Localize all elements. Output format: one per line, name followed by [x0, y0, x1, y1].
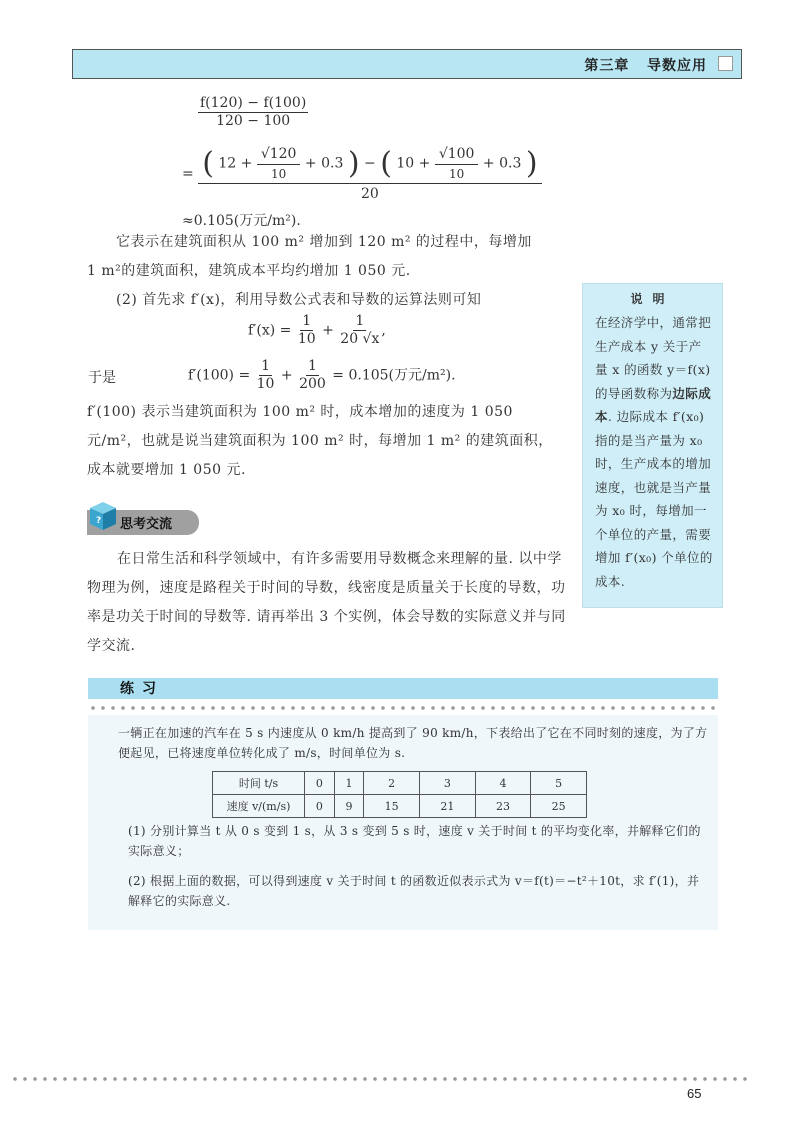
- paragraph-meaning-line1: 它表示在建筑面积从 100 m² 增加到 120 m² 的过程中，每增加: [116, 234, 532, 250]
- expanded-denominator: 20: [360, 186, 379, 202]
- f100-den10: 10: [256, 375, 275, 392]
- so-label: 于是: [88, 370, 116, 386]
- table-cell: 0: [305, 795, 335, 818]
- table-row-label-time: 时间 t/s: [213, 772, 305, 795]
- term-03b: + 0.3: [482, 155, 522, 172]
- table-cell: 2: [364, 772, 420, 795]
- f100-num2: 1: [308, 358, 317, 374]
- term-12: 12 +: [218, 155, 253, 172]
- paragraph-part2: (2) 首先求 f′(x)，利用导数公式表和导数的运算法则可知: [116, 292, 482, 308]
- table-cell: 21: [420, 795, 476, 818]
- sidebar-title: 说明: [630, 292, 675, 306]
- speed-table: [212, 771, 587, 818]
- f100-den200: 200: [299, 375, 326, 392]
- avg-rate-numerator: f(120) − f(100): [200, 95, 307, 111]
- den-10b: 10: [449, 167, 465, 181]
- cube-icon: [88, 500, 118, 532]
- equals-sign: =: [182, 166, 194, 182]
- sidebar-bold-term: 边际成本: [595, 385, 712, 424]
- exercise-intro: 一辆正在加速的汽车在 5 s 内速度从 0 km/h 提高到了 90 km/h，下表给出了它在不同时刻的速度，为了方便起见，已将速度单位转化成了 m/s，时间单位为 s.: [118, 726, 708, 760]
- table-cell: 0: [305, 772, 335, 795]
- deriv-den10: 10: [297, 330, 316, 347]
- table-cell: 9: [334, 795, 364, 818]
- avg-rate-fraction: [198, 95, 308, 130]
- minus-sign: −: [364, 155, 376, 172]
- den-10a: 10: [271, 167, 287, 181]
- table-cell: 4: [475, 772, 531, 795]
- table-cell: 1: [334, 772, 364, 795]
- term-03a: + 0.3: [304, 155, 344, 172]
- deriv-comma: ,: [381, 322, 386, 339]
- deriv-den-sqrt: 20 √x: [340, 330, 380, 347]
- sidebar-text-b: . 边际成本 f′(x₀) 指的是当产量为 x₀ 时，生产成本的增加速度，也就是当产量为 x₀ 时，每增加一个单位的产量，需要增加 f′(x₀) 个单位的成本.: [595, 409, 713, 589]
- deriv-plus: +: [322, 322, 334, 339]
- paren-open-b: (: [380, 146, 392, 181]
- f100-num1: 1: [261, 358, 271, 374]
- derivative-formula: [248, 313, 386, 348]
- chapter-name: 导数应用: [647, 58, 707, 74]
- table-cell: 5: [531, 772, 587, 795]
- deriv-num2: 1: [355, 313, 365, 329]
- paragraph-marginal: f′(100) 表示当建筑面积为 100 m² 时，成本增加的速度为 1 050 元/m²，也就是说当建筑面积为 100 m² 时，每增加 1 m² 的建筑面积，成本就要增加 1 050 元.: [87, 404, 553, 478]
- svg-text:?: ?: [96, 516, 102, 526]
- table-cell: 25: [531, 795, 587, 818]
- expanded-fraction: [182, 146, 542, 202]
- table-row: [213, 795, 587, 818]
- header-square-decoration: [718, 56, 733, 71]
- table-cell: 3: [420, 772, 476, 795]
- table-row-label-speed: 速度 v/(m/s): [213, 795, 305, 818]
- f100-formula: [188, 358, 456, 393]
- table-cell: 15: [364, 795, 420, 818]
- sidebar-text-a: 在经济学中，通常把生产成本 y 关于产量 x 的函数 y＝f(x) 的导函数称为: [595, 315, 712, 401]
- sidebar-text: [583, 307, 722, 593]
- f100-plus: +: [280, 367, 293, 384]
- approx-result: ≈0.105(万元/m²).: [182, 213, 301, 229]
- f100-lhs: f′(100) =: [188, 367, 251, 384]
- paren-open: (: [202, 146, 214, 181]
- exercise-question-2: (2) 根据上面的数据，可以得到速度 v 关于时间 t 的函数近似表示式为 v＝f(t)＝−t²＋10t，求 f′(1)，并解释它的实际意义.: [128, 874, 700, 908]
- think-discuss-label: 思考交流: [120, 517, 173, 532]
- dotted-divider: [88, 705, 718, 711]
- avg-rate-denominator: 120 − 100: [216, 112, 291, 129]
- chapter-title: [584, 55, 707, 75]
- exercise-question-1: (1) 分别计算当 t 从 0 s 变到 1 s，从 3 s 变到 5 s 时，速度 v 关于时间 t 的平均变化率，并解释它们的实际意义；: [128, 824, 701, 858]
- f100-rhs: = 0.105(万元/m²).: [332, 367, 456, 384]
- exercise-title: 练习: [120, 681, 164, 697]
- term-10: 10 +: [396, 155, 431, 172]
- footer-dotted-divider: [10, 1076, 750, 1082]
- deriv-lhs: f′(x) =: [248, 322, 292, 339]
- table-cell: 23: [475, 795, 531, 818]
- exercise-header: [88, 678, 718, 699]
- paren-close-b: ): [525, 146, 538, 181]
- table-row: [213, 772, 587, 795]
- page-number: 65: [687, 1086, 702, 1101]
- sqrt-100: √100: [435, 146, 479, 165]
- sidebar-note: [582, 283, 723, 608]
- chapter-header: [72, 49, 742, 79]
- paragraph-discussion: 在日常生活和科学领域中，有许多需要用导数概念来理解的量. 以中学物理为例，速度是路程关于时间的导数，线密度是质量关于长度的导数，功率是功关于时间的导数等. 请再举出 3 个实例，体会导数的实际意义并与同学交流.: [87, 551, 566, 654]
- deriv-num1: 1: [302, 313, 312, 329]
- chapter-number: 第三章: [584, 58, 630, 74]
- paragraph-meaning-line2: 1 m²的建筑面积，建筑成本平均约增加 1 050 元.: [87, 263, 411, 279]
- sqrt-120: √120: [257, 146, 301, 165]
- paren-close-a: ): [347, 146, 360, 181]
- expanded-numerator: [198, 146, 541, 184]
